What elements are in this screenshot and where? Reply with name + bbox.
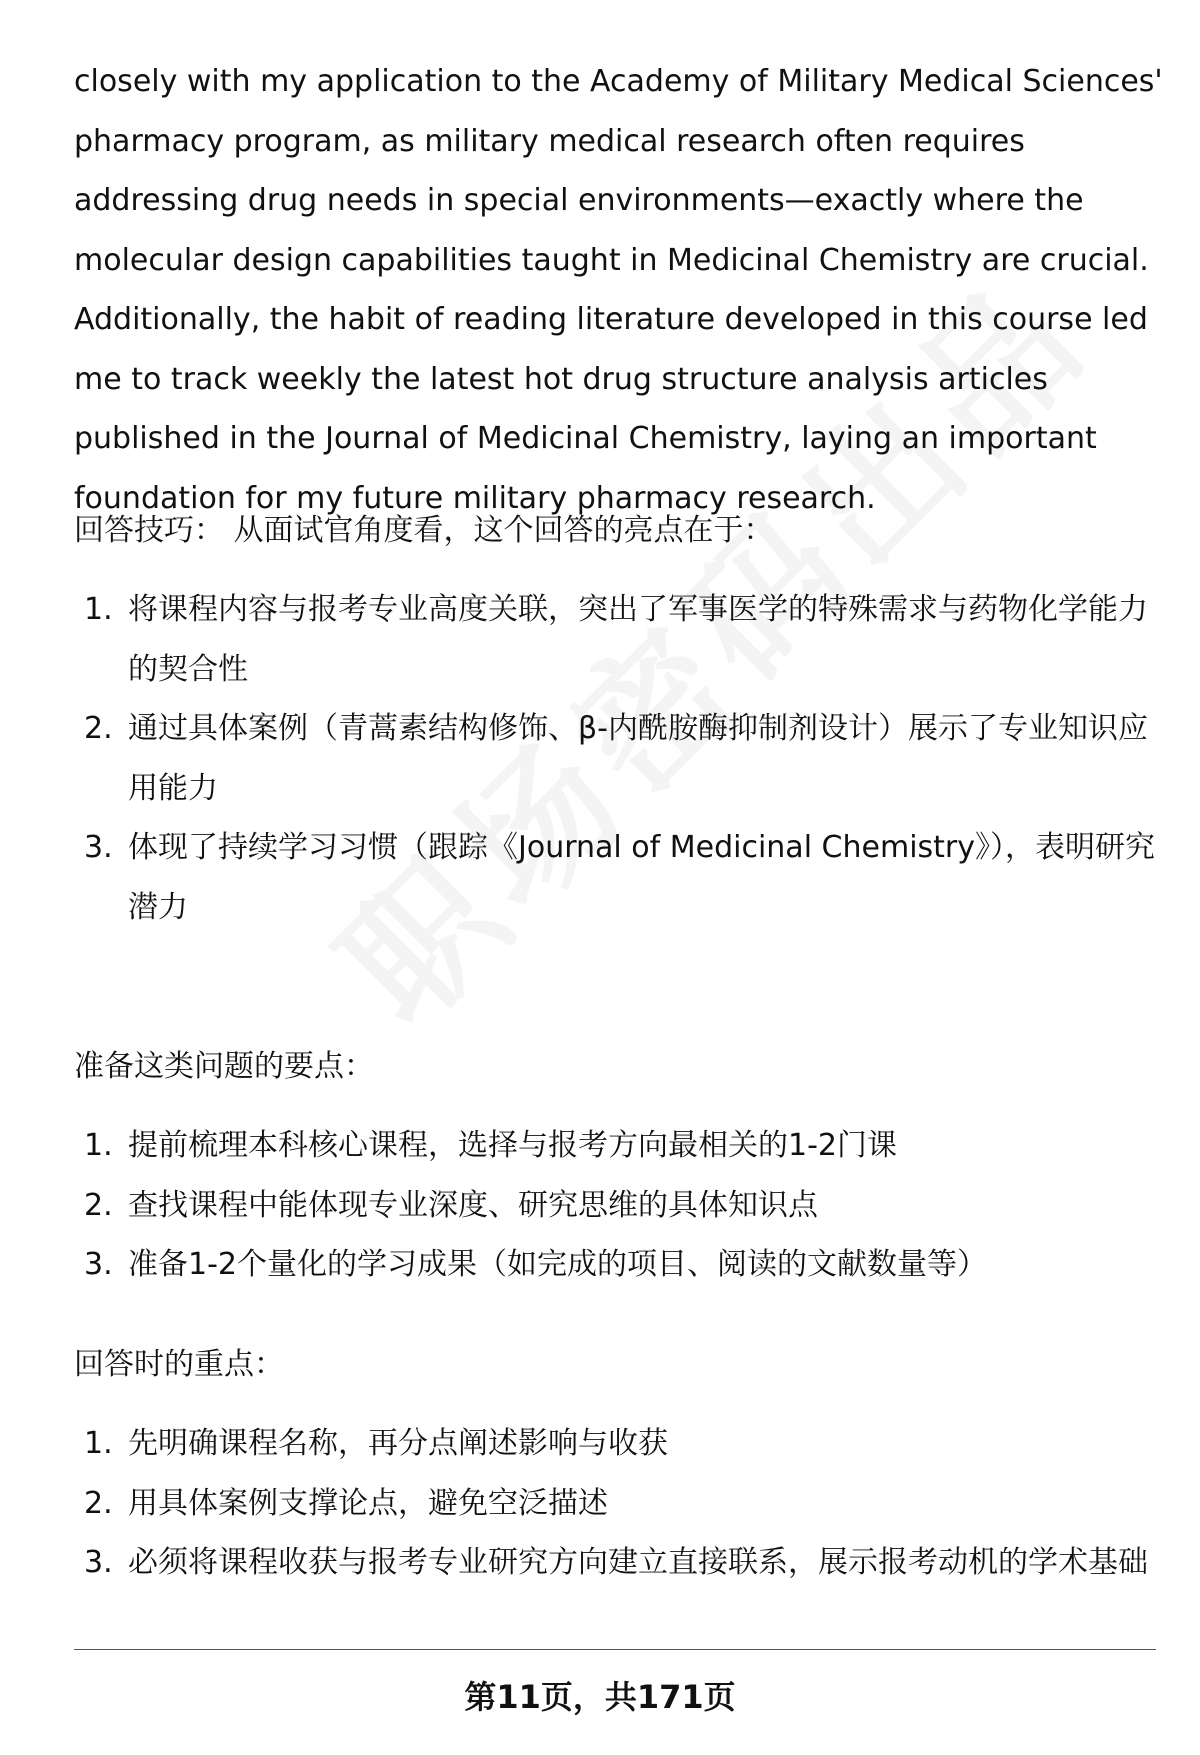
list-item: 1. 提前梳理本科核心课程，选择与报考方向最相关的1-2门课	[84, 1128, 897, 1163]
page-number-footer: 第11页，共171页	[464, 1678, 736, 1716]
list-item: 2. 用具体案例支撑论点，避免空泛描述	[84, 1485, 608, 1521]
list-item: 1. 先明确课程名称，再分点阐述影响与收获	[84, 1426, 668, 1461]
list-item: 2. 通过具体案例（青蒿素结构修饰、β-内酰胺酶抑制剂设计）展示了专业知识应用能力	[84, 711, 1148, 806]
footer-divider	[74, 1649, 1156, 1650]
content	[74, 52, 1164, 528]
tips-list	[74, 580, 1164, 937]
list-item: 1. 将课程内容与报考专业高度关联，突出了军事医学的特殊需求与药物化学能力的契合性	[84, 592, 1148, 687]
list-item: 3. 体现了持续学习习惯（跟踪《Journal of Medicinal Chemistry》），表明研究潜力	[84, 830, 1156, 925]
list-item: 3. 必须将课程收获与报考专业研究方向建立直接联系，展示报考动机的学术基础	[84, 1545, 1148, 1580]
focus-list	[74, 1414, 1164, 1593]
list-item: 3. 准备1-2个量化的学习成果（如完成的项目、阅读的文献数量等）	[84, 1247, 987, 1282]
list-item: 2. 查找课程中能体现专业深度、研究思维的具体知识点	[84, 1187, 818, 1223]
prep-list	[74, 1116, 1164, 1295]
prep-heading: 准备这类问题的要点：	[74, 1049, 374, 1084]
focus-heading: 回答时的重点：	[74, 1347, 284, 1382]
tips-heading: 回答技巧： 从面试官角度看，这个回答的亮点在于：	[74, 513, 774, 548]
intro-paragraph: closely with my application to the Academy of Military Medical Sciences' pharmacy program, as military medical research often requires addressing drug needs in special environments—exactly where the molecular design capabilities taught in Medicinal Chemistry are crucial. Additionally, the habit of reading literature developed in this course led me to track weekly the latest hot drug structure analysis articles published in the Journal of Medicinal Chemistry, laying an important foundation for my future military pharmacy research.	[74, 64, 1163, 516]
